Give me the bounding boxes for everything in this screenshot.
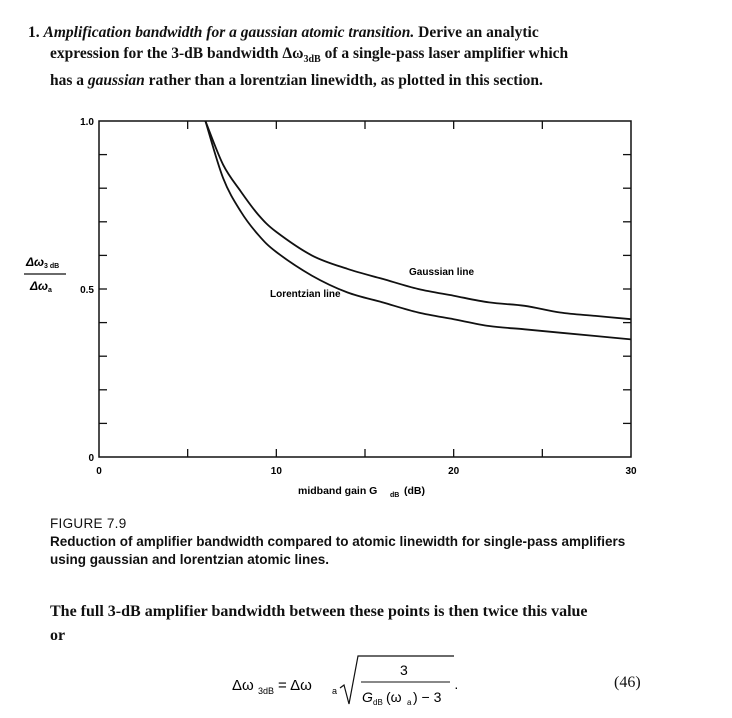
equation-number: (46) bbox=[614, 674, 641, 691]
caption-line-2: using gaussian and lorentzian atomic lines. bbox=[50, 552, 330, 567]
y-axis-label bbox=[24, 255, 66, 294]
body-paragraph bbox=[50, 600, 650, 648]
x-tick-label: 0 bbox=[96, 466, 102, 477]
lorentzian-line-label: Lorentzian line bbox=[270, 289, 341, 300]
problem-italic-word: gaussian bbox=[87, 72, 145, 90]
problem-subscript: 3dB bbox=[303, 54, 321, 66]
paragraph-line-2: or bbox=[50, 627, 66, 644]
y-tick-label: 0.5 bbox=[80, 285, 94, 296]
eq-den-omega-sub: a bbox=[407, 698, 412, 707]
plot-frame bbox=[99, 121, 631, 457]
paragraph-line-1: The full 3-dB amplifier bandwidth between these points is then twice this value bbox=[50, 603, 588, 620]
problem-title: Amplification bandwidth for a gaussian atomic transition. bbox=[43, 24, 415, 41]
problem-text-5: rather than a lorentzian linewidth, as plotted in this section. bbox=[144, 72, 543, 90]
y-tick-label: 0 bbox=[88, 453, 94, 464]
gaussian-line-label: Gaussian line bbox=[409, 267, 475, 278]
eq-rhs-sub: a bbox=[332, 686, 338, 696]
eq-numerator: 3 bbox=[400, 662, 408, 678]
equation-46 bbox=[228, 650, 488, 712]
x-label-unit: (dB) bbox=[404, 485, 425, 497]
problem-text-1: Derive an analytic bbox=[418, 24, 539, 41]
problem-text-2: expression for the 3-dB bandwidth Δω bbox=[50, 45, 304, 62]
x-tick-label: 30 bbox=[625, 466, 637, 477]
problem-text-3: of a single-pass laser amplifier which bbox=[320, 45, 569, 62]
eq-den-rest: (ω bbox=[386, 689, 402, 705]
x-label-text: midband gain G bbox=[298, 485, 378, 497]
y-label-bottom-sub: a bbox=[48, 287, 52, 294]
x-tick-label: 10 bbox=[270, 466, 282, 477]
y-tick-label: 1.0 bbox=[80, 117, 94, 128]
eq-den-g-sub: dB bbox=[373, 698, 383, 707]
problem-text-4: has a bbox=[50, 72, 88, 90]
x-axis-label bbox=[298, 485, 425, 499]
eq-lhs-sub: 3dB bbox=[258, 686, 275, 696]
x-tick-label: 20 bbox=[448, 466, 460, 477]
figure-label: FIGURE 7.9 bbox=[50, 516, 127, 531]
axis-ticks bbox=[99, 121, 631, 457]
caption-line-1: Reduction of amplifier bandwidth compared to atomic linewidth for single-pass amplifiers bbox=[50, 534, 626, 549]
eq-den-g: G bbox=[362, 689, 373, 705]
eq-den-tail: ) − 3 bbox=[413, 689, 442, 705]
y-label-bottom: Δω bbox=[30, 279, 49, 293]
eq-trailing: · bbox=[454, 679, 459, 695]
problem-number: 1. bbox=[28, 24, 40, 41]
eq-lhs: Δω bbox=[232, 677, 254, 694]
lorentzian-curve bbox=[205, 121, 631, 339]
figure-caption bbox=[50, 515, 670, 569]
y-label-top-sub: 3 dB bbox=[44, 263, 60, 270]
eq-equals: = Δω bbox=[278, 677, 312, 694]
y-label-top: Δω bbox=[26, 255, 45, 269]
curves bbox=[205, 121, 631, 339]
x-label-sub: dB bbox=[390, 492, 400, 499]
tick-labels bbox=[80, 117, 637, 477]
